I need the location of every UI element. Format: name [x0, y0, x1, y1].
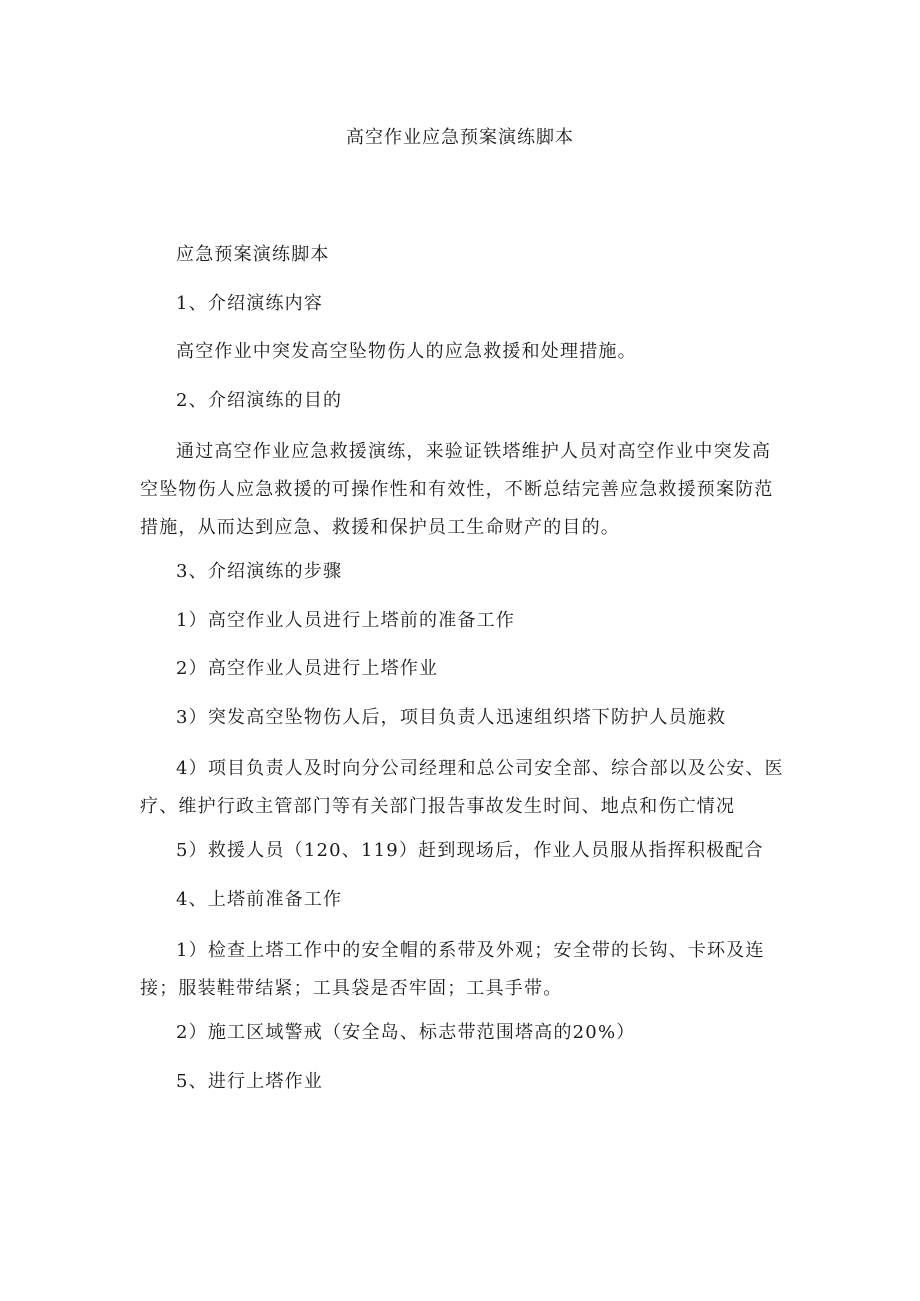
section-3-heading: 3、介绍演练的步骤: [176, 561, 343, 582]
prep-item-2: 2）施工区域警戒（安全岛、标志带范围塔高的20%）: [176, 1022, 636, 1043]
section-2-heading: 2、介绍演练的目的: [176, 389, 343, 411]
step-3: 3）突发高空坠物伤人后，项目负责人迅速组织塔下防护人员施救: [176, 706, 727, 728]
document-body: [140, 239, 790, 1114]
paragraph-heading: 应急预案演练脚本: [176, 244, 330, 265]
step-4: 4）项目负责人及时向分公司经理和总公司安全部、综合部以及公安、医疗、维护行政主管部门等有关部门报告事故发生时间、地点和伤亡情况: [140, 758, 784, 817]
prep-item-1: 1）检查上塔工作中的安全帽的系带及外观；安全带的长钩、卡环及连接；服装鞋带结紧；工具袋是否牢固；工具手带。: [140, 940, 765, 999]
step-1: 1）高空作业人员进行上塔前的准备工作: [176, 609, 516, 631]
step-2: 2）高空作业人员进行上塔作业: [176, 658, 439, 679]
section-1-text: 高空作业中突发高空坠物伤人的应急救援和处理措施。: [176, 341, 637, 362]
section-2-text: 通过高空作业应急救援演练，来验证铁塔维护人员对高空作业中突发高空坠物伤人应急救援的可操作性和有效性，不断总结完善应急救援预案防范措施，从而达到应急、救援和保护员工生命财产的目的。: [140, 441, 774, 538]
section-5-heading: 5、进行上塔作业: [176, 1070, 324, 1092]
section-1-heading: 1、介绍演练内容: [176, 292, 324, 314]
step-5: 5）救援人员（120、119）赶到现场后，作业人员服从指挥积极配合: [176, 840, 764, 861]
document-title: 高空作业应急预案演练脚本: [346, 127, 574, 148]
section-4-heading: 4、上塔前准备工作: [176, 888, 343, 910]
